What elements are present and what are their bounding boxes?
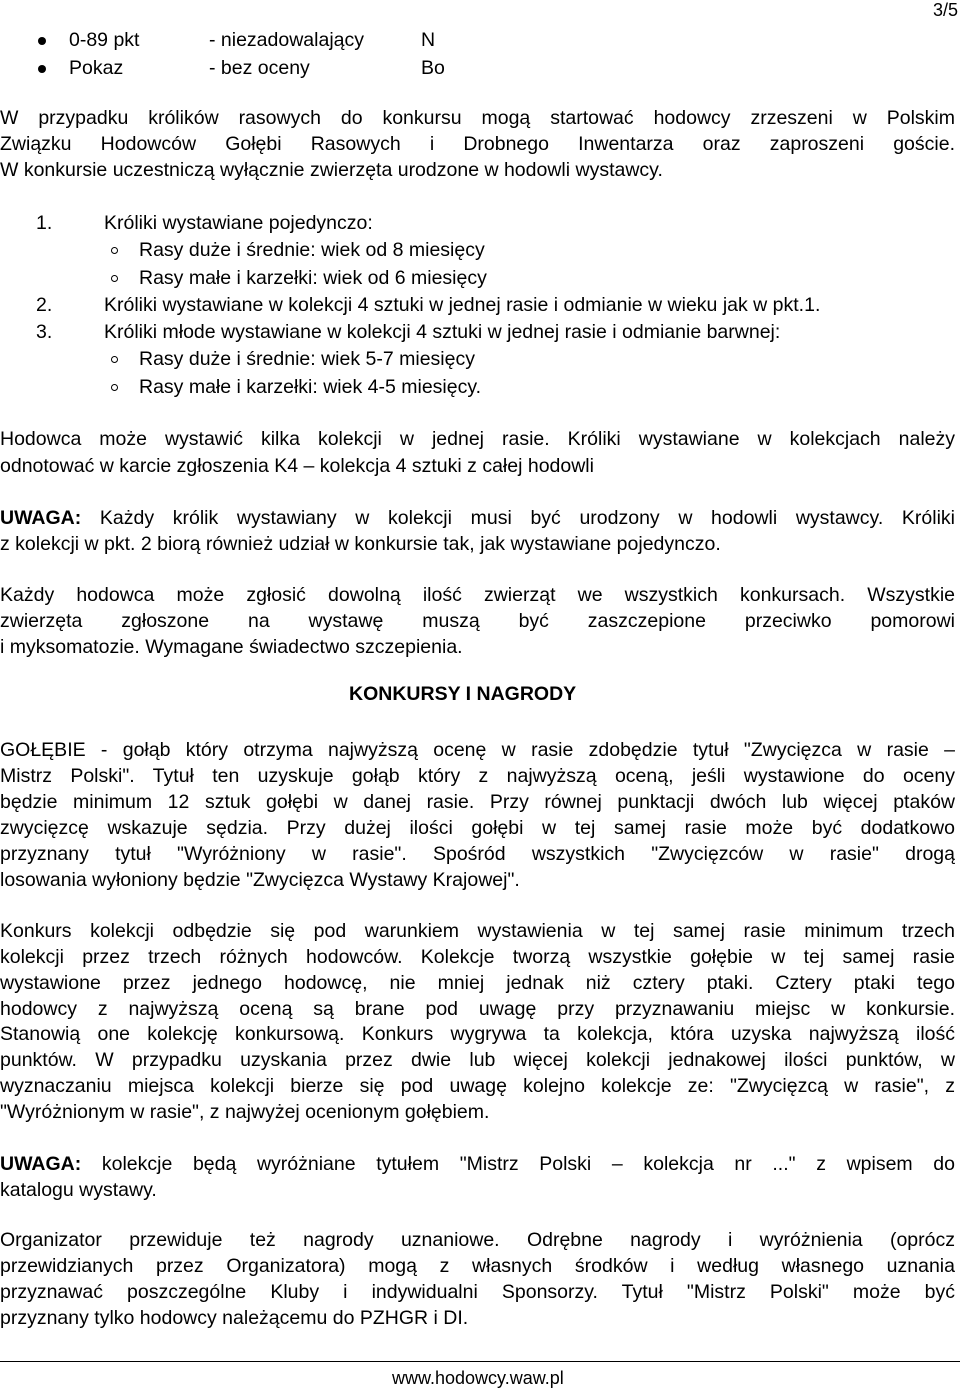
pigeons-line: zwycięzcę wskazuje sędzia. Przy dużej ilości gołębi w tej samej rasie może być dodatkowo	[0, 817, 955, 839]
pigeons-line: GOŁĘBIE - gołąb który otrzyma najwyższą ocenę w rasie zdobędzie tytuł "Zwycięzca w rasie –	[0, 739, 955, 761]
uwaga-note	[0, 1153, 955, 1176]
intro-line: W przypadku królików rasowych do konkursu mogą startować hodowcy zrzeszeni w Polskim	[0, 107, 955, 129]
footer-url: www.hodowcy.waw.pl	[392, 1368, 564, 1388]
uwaga-label: UWAGA:	[0, 1153, 82, 1175]
grade-desc: - niezadowalający	[209, 29, 365, 51]
circle-bullet-icon	[111, 384, 118, 391]
list-number: 1.	[36, 212, 53, 234]
list-item: Króliki wystawiane w kolekcji 4 sztuki w jednej rasie i odmianie w wieku jak w pkt.1.	[104, 294, 821, 316]
contest-line: wystawione przez jednego hodowcę, nie mniej jednak niż cztery ptaki. Cztery ptaki tego	[0, 972, 955, 994]
uwaga-label: UWAGA:	[0, 507, 82, 529]
pigeons-line: Mistrz Polski". Tytuł ten uzyskuje gołąb który z najwyższą oceną, jeśli wystawione do oceny	[0, 765, 955, 787]
list-subitem: Rasy małe i karzełki: wiek od 6 miesięcy	[139, 267, 487, 289]
uwaga-text: Każdy królik wystawiany w kolekcji musi być urodzony w hodowli wystawcy. Króliki	[81, 507, 955, 529]
vaccination-line: i myksomatozie. Wymagane świadectwo szczepienia.	[0, 636, 463, 658]
pigeons-line: będzie minimum 12 sztuk gołębi w danej rasie. Przy równej punktacji dwóch lub więcej ptaków	[0, 791, 955, 813]
grade-range: 0-89 pkt	[69, 29, 140, 51]
bullet-icon	[38, 37, 46, 45]
list-item: Króliki wystawiane pojedynczo:	[104, 212, 373, 234]
contest-line: kolekcji przez trzech różnych hodowców. Kolekcje tworzą wszystkie gołębie w tej samej rasie	[0, 946, 955, 968]
bullet-icon	[38, 65, 46, 73]
grade-code: Bo	[421, 57, 445, 79]
grade-code: N	[421, 29, 436, 51]
contest-line: hodowcy z najwyższą oceną są brane pod uwagę przy przyznawaniu miejsc w konkursie.	[0, 998, 955, 1020]
awards-line: przewidzianych przez Organizatora) mogą z własnych środków i według własnego uznania	[0, 1255, 955, 1277]
list-subitem: Rasy małe i karzełki: wiek 4-5 miesięcy.	[139, 376, 482, 398]
footer-divider	[0, 1361, 960, 1362]
page-number: 3/5	[933, 0, 959, 20]
list-number: 3.	[36, 321, 53, 343]
grade-range: Pokaz	[69, 57, 124, 79]
uwaga-text: kolekcje będą wyróżniane tytułem "Mistrz Polski – kolekcja nr ..." z wpisem do	[81, 1153, 955, 1175]
uwaga-text: katalogu wystawy.	[0, 1179, 157, 1201]
contest-line: Stanowią one kolekcję konkursową. Konkurs wygrywa ta kolekcja, która uzyska najwyższą ilość	[0, 1023, 955, 1045]
contest-line: "Wyróżnionym w rasie", z najwyżej ocenionym gołębiem.	[0, 1101, 490, 1123]
intro-line: Związku Hodowców Gołębi Rasowych i Drobnego Inwentarza oraz zaproszeni goście.	[0, 133, 955, 155]
vaccination-line: zwierzęta zgłoszone na wystawę muszą być zaszczepione przeciwko pomorowi	[0, 610, 955, 632]
vaccination-line: Każdy hodowca może zgłosić dowolną ilość zwierząt we wszystkich konkursach. Wszystkie	[0, 584, 955, 606]
grade-desc: - bez oceny	[209, 57, 310, 79]
uwaga-note	[0, 507, 955, 530]
awards-line: przyznany tylko hodowcy należącemu do PZHGR i DI.	[0, 1307, 469, 1329]
intro-line: W konkursie uczestniczą wyłącznie zwierzęta urodzone w hodowli wystawcy.	[0, 159, 663, 181]
collections-line: Hodowca może wystawić kilka kolekcji w jednej rasie. Króliki wystawiane w kolekcjach należy	[0, 428, 955, 450]
uwaga-text: z kolekcji w pkt. 2 biorą również udział w konkursie tak, jak wystawiane pojedynczo.	[0, 533, 721, 555]
circle-bullet-icon	[111, 247, 118, 254]
pigeons-line: przyznany tytuł "Wyróżniony w rasie". Spośród wszystkich "Zwycięzców w rasie" drogą	[0, 843, 955, 865]
list-item: Króliki młode wystawiane w kolekcji 4 sztuki w jednej rasie i odmianie barwnej:	[104, 321, 781, 343]
list-number: 2.	[36, 294, 53, 316]
contest-line: wyznaczaniu miejsca kolekcji bierze się pod uwagę kolejno kolekcje ze: "Zwycięzcą w rasie", z	[0, 1075, 955, 1097]
contest-line: punktów. W przypadku uzyskania przez dwie lub więcej kolekcji jednakowej ilości punktów, w	[0, 1049, 955, 1071]
circle-bullet-icon	[111, 356, 118, 363]
section-heading: KONKURSY I NAGRODY	[349, 683, 577, 705]
awards-line: Organizator przewiduje też nagrody uznaniowe. Odrębne nagrody i wyróżnienia (oprócz	[0, 1229, 955, 1251]
list-subitem: Rasy duże i średnie: wiek 5-7 miesięcy	[139, 348, 475, 370]
collections-line: odnotować w karcie zgłoszenia K4 – kolekcja 4 sztuki z całej hodowli	[0, 455, 594, 477]
pigeons-line: losowania wyłoniony będzie "Zwycięzca Wystawy Krajowej".	[0, 869, 520, 891]
list-subitem: Rasy duże i średnie: wiek od 8 miesięcy	[139, 239, 485, 261]
awards-line: przyznawać poszczególne Kluby i indywidualni Sponsorzy. Tytuł "Mistrz Polski" może być	[0, 1281, 955, 1303]
circle-bullet-icon	[111, 275, 118, 282]
contest-line: Konkurs kolekcji odbędzie się pod warunkiem wystawienia w tej samej rasie minimum trzech	[0, 920, 955, 942]
